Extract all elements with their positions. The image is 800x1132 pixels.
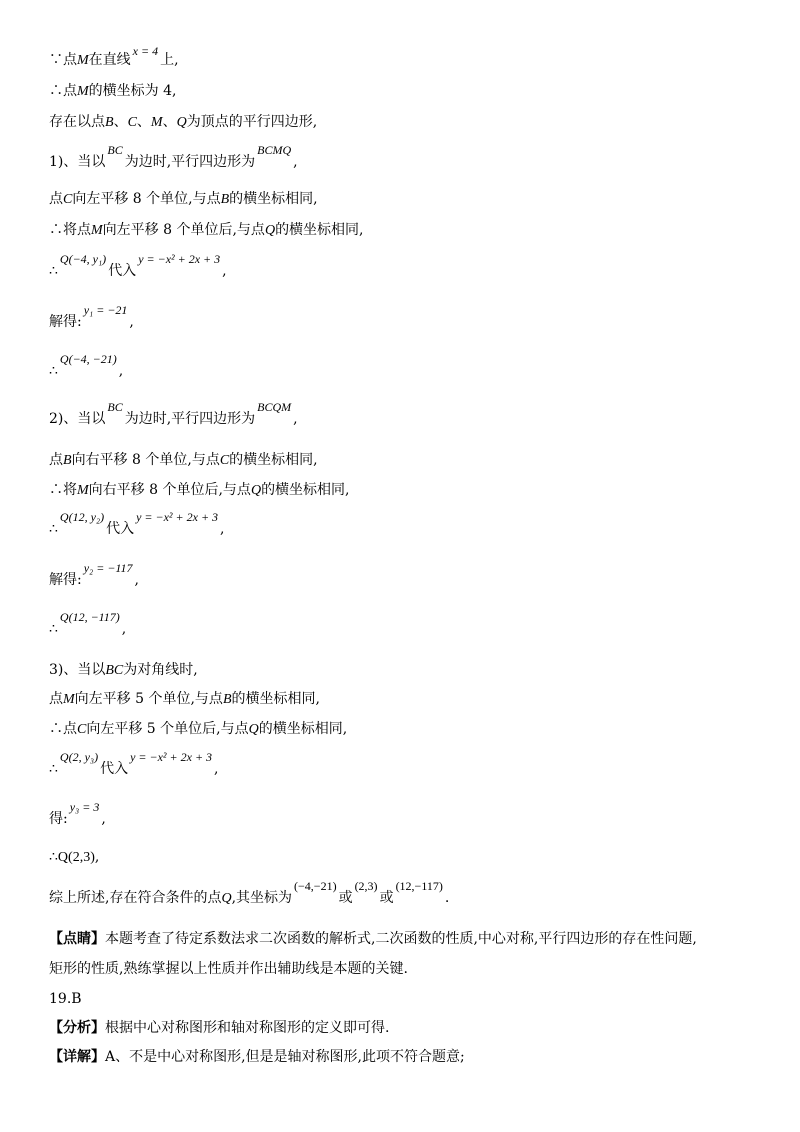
text: 为顶点的平行四边形, xyxy=(186,114,318,130)
equation: y₂ = −117 xyxy=(83,561,133,575)
therefore-symbol: ∴ xyxy=(49,521,58,537)
var-c: C xyxy=(127,115,137,130)
line-13 xyxy=(49,510,225,538)
text: 向右平移 8 个单位后,与点 xyxy=(88,482,251,498)
text: 的横坐标相同, xyxy=(258,721,348,737)
text: 根据中心对称图形和轴对称图形的定义即可得. xyxy=(105,1020,390,1036)
text: 的横坐标相同, xyxy=(229,191,318,207)
var-m: M xyxy=(91,223,103,238)
text: 向左平移 5 个单位,与点 xyxy=(74,691,223,707)
coordinate-2: (2,3) xyxy=(354,879,378,893)
equation: y = −x² + 2x + 3 xyxy=(138,252,221,266)
line-18 xyxy=(49,720,347,739)
text: 代入 xyxy=(106,521,135,537)
text: 解得: xyxy=(49,572,82,588)
text: 的横坐标相同, xyxy=(231,691,320,707)
equation: y = −x² + 2x + 3 xyxy=(130,750,213,764)
var-m: M xyxy=(77,84,89,99)
text: ∴点 xyxy=(49,83,77,99)
text: 点 xyxy=(49,191,63,207)
text: 综上所述,存在符合条件的点 xyxy=(49,890,222,906)
text: 、 xyxy=(136,114,151,130)
line-27 xyxy=(49,1048,465,1066)
text: 为边时,平行四边形为 xyxy=(124,154,256,170)
text: , xyxy=(129,314,134,330)
text: , xyxy=(101,811,106,827)
text: A、不是中心对称图形,但是是轴对称图形,此项不符合题意; xyxy=(105,1049,465,1065)
section-tag: 【点睛】 xyxy=(49,931,105,947)
var-m: M xyxy=(77,483,89,498)
text: 或 xyxy=(338,890,353,906)
point-expression: Q(−4, y₁) xyxy=(59,252,107,266)
line-12 xyxy=(49,481,350,500)
line-15 xyxy=(49,610,127,638)
text: , xyxy=(220,521,225,537)
point-expression: Q(−4, −21) xyxy=(59,352,117,366)
point-expression: Q(2,3) xyxy=(57,850,95,865)
line-22 xyxy=(49,879,450,908)
line-20 xyxy=(49,800,106,828)
segment-bc: BC xyxy=(107,143,123,157)
var-b: B xyxy=(63,453,72,468)
text: , xyxy=(293,411,298,427)
therefore-symbol: ∴ xyxy=(49,761,58,777)
text: 代入 xyxy=(100,761,129,777)
coordinate-1: (−4,−21) xyxy=(294,879,337,893)
line-4 xyxy=(49,143,298,171)
line-19 xyxy=(49,750,219,778)
text: 向左平移 5 个单位后,与点 xyxy=(86,721,249,737)
var-q: Q xyxy=(248,722,259,737)
line-24 xyxy=(49,960,408,978)
text: ∴将点 xyxy=(49,222,91,238)
var-q: Q xyxy=(250,483,262,498)
text: . xyxy=(444,890,450,906)
text: 向右平移 8 个单位,与点 xyxy=(71,452,220,468)
coordinate-3: (12,−117) xyxy=(395,879,443,893)
line-5 xyxy=(49,190,318,209)
point-expression: Q(2, y₃) xyxy=(59,750,99,764)
equation: y = −x² + 2x + 3 xyxy=(136,510,219,524)
text: ∴将 xyxy=(49,482,77,498)
parallelogram: BCMQ xyxy=(257,143,292,157)
text: , xyxy=(121,621,127,637)
var-q: Q xyxy=(221,891,232,906)
text: 的横坐标相同, xyxy=(261,482,350,498)
text: 代入 xyxy=(108,263,137,279)
therefore-symbol: ∴ xyxy=(49,621,58,637)
line-11 xyxy=(49,451,318,470)
equation: x = 4 xyxy=(132,44,159,58)
text: 本题考查了待定系数法求二次函数的解析式,二次函数的性质,中心对称,平行四边形的存在性问题, xyxy=(105,931,697,947)
section-tag: 【分析】 xyxy=(49,1020,105,1036)
text: 3)、当以 xyxy=(49,662,106,678)
var-c: C xyxy=(219,453,230,468)
parallelogram: BCQM xyxy=(257,400,292,414)
line-8 xyxy=(49,303,134,331)
line-7 xyxy=(49,252,227,280)
text: 点 xyxy=(49,691,63,707)
text: 1)、当以 xyxy=(49,154,106,170)
equation: y₃ = 3 xyxy=(69,800,100,814)
segment-bc: BC xyxy=(105,663,124,678)
var-b: B xyxy=(222,692,232,707)
line-3 xyxy=(49,113,317,132)
text: 、 xyxy=(113,114,128,130)
therefore-symbol: ∴ xyxy=(49,363,58,379)
text: 2)、当以 xyxy=(49,411,106,427)
text: , xyxy=(94,849,100,865)
point-expression: Q(12, y₂) xyxy=(59,510,105,524)
text: 向左平移 8 个单位后,与点 xyxy=(102,222,265,238)
text: , xyxy=(134,572,139,588)
text: ∵点 xyxy=(49,52,77,68)
line-10 xyxy=(49,400,298,428)
text: 得: xyxy=(49,811,68,827)
section-tag: 【详解】 xyxy=(49,1049,105,1065)
line-6 xyxy=(49,221,364,240)
text: 解得: xyxy=(49,314,82,330)
text: 矩形的性质,熟练掌握以上性质并作出辅助线是本题的关键. xyxy=(49,961,408,977)
var-m: M xyxy=(63,692,75,707)
line-26 xyxy=(49,1019,389,1037)
text: 向左平移 8 个单位,与点 xyxy=(72,191,221,207)
therefore-symbol: ∴ xyxy=(49,263,58,279)
text: 点 xyxy=(49,452,63,468)
text: 的横坐标为 4, xyxy=(88,83,177,99)
line-17 xyxy=(49,690,320,709)
segment-bc: BC xyxy=(107,400,123,414)
line-9 xyxy=(49,352,124,380)
text: 在直线 xyxy=(88,52,131,68)
equation: y₁ = −21 xyxy=(83,303,128,317)
text: 的横坐标相同, xyxy=(229,452,318,468)
line-2 xyxy=(49,82,176,101)
var-q: Q xyxy=(176,115,187,130)
text: ,其坐标为 xyxy=(231,890,293,906)
text: , xyxy=(222,263,227,279)
text: 为边时,平行四边形为 xyxy=(124,411,256,427)
text: , xyxy=(118,363,124,379)
line-1 xyxy=(49,44,179,70)
var-b: B xyxy=(220,192,230,207)
text: ∴点 xyxy=(49,721,77,737)
text: 的横坐标相同, xyxy=(275,222,364,238)
var-q: Q xyxy=(264,223,276,238)
var-m: M xyxy=(150,115,163,130)
line-23 xyxy=(49,930,697,948)
line-14 xyxy=(49,561,139,589)
text: 为对角线时, xyxy=(123,662,198,678)
text: 存在以点 xyxy=(49,114,105,130)
text: , xyxy=(214,761,219,777)
line-25 xyxy=(49,990,82,1008)
point-expression: Q(12, −117) xyxy=(59,610,120,624)
line-21 xyxy=(49,848,99,867)
text: 或 xyxy=(379,890,394,906)
text: , xyxy=(293,154,298,170)
question-number: 19.B xyxy=(49,991,82,1007)
line-16 xyxy=(49,661,198,680)
var-c: C xyxy=(77,722,87,737)
therefore-symbol: ∴ xyxy=(49,849,58,865)
var-b: B xyxy=(105,115,114,130)
text: 上, xyxy=(160,52,179,68)
text: 、 xyxy=(162,114,177,130)
var-c: C xyxy=(63,192,73,207)
var-m: M xyxy=(77,53,89,68)
